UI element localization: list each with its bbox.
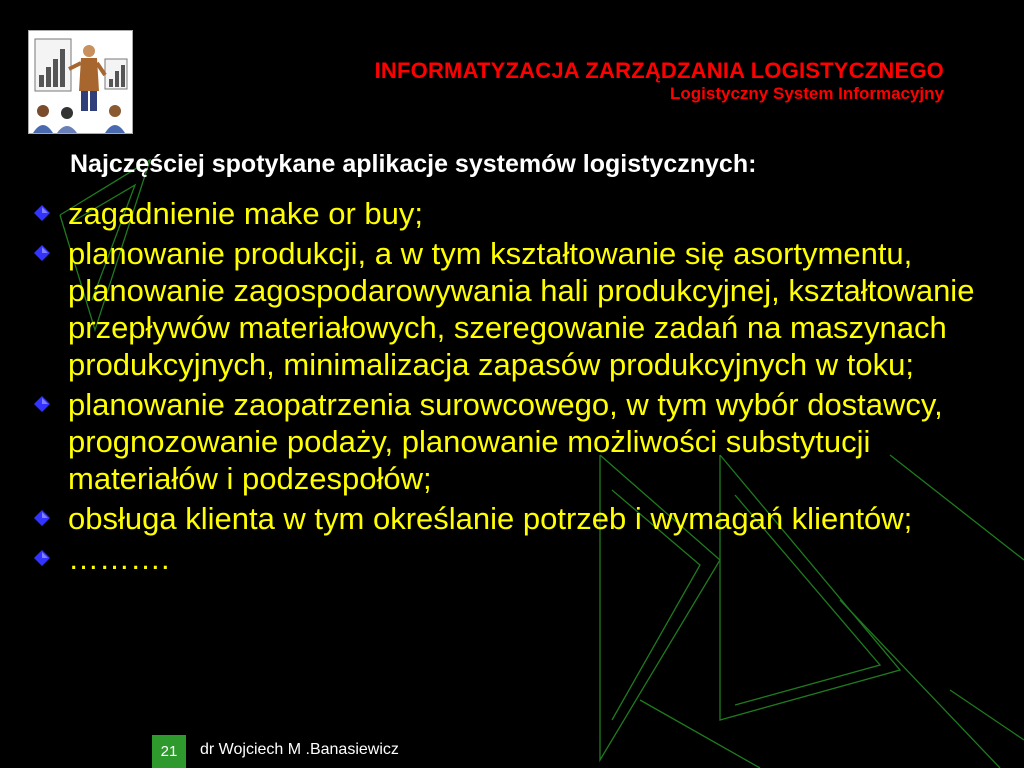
footer-author: dr Wojciech M .Banasiewicz <box>200 741 399 758</box>
diamond-bullet-icon <box>34 205 50 221</box>
bullet-text: zagadnienie make or buy; <box>68 196 424 231</box>
list-item <box>0 235 1024 383</box>
intro-heading <box>70 150 756 179</box>
list-item <box>0 500 1024 537</box>
bullet-list <box>0 195 1024 580</box>
bullet-text: obsługa klienta w tym określanie potrzeb i wymagań klientów; <box>68 501 913 536</box>
intro-text: Najczęściej spotykane aplikacje systemów logistycznych <box>70 150 749 178</box>
page-number-badge: 21 <box>152 735 186 768</box>
diamond-bullet-icon <box>34 550 50 566</box>
intro-colon: : <box>748 150 757 178</box>
header-title: INFORMATYZACJA ZARZĄDZANIA LOGISTYCZNEGO <box>374 58 944 83</box>
diamond-bullet-icon <box>34 245 50 261</box>
list-item <box>0 540 1024 577</box>
presenter-with-charts-icon <box>29 31 132 133</box>
presenter-logo <box>28 30 133 134</box>
bullet-text: planowanie produkcji, a w tym kształtowanie się asortymentu, planowanie zagospodarowywania hali produkcyjnej, kształtowanie przepływów materiałowych, szeregowanie zadań na maszynach produkcyjnych, minimalizacja zapasów produkcyjnych w toku; <box>68 236 975 382</box>
header-subtitle: Logistyczny System Informacyjny <box>670 84 944 103</box>
diamond-bullet-icon <box>34 396 50 412</box>
bullet-text: ………. <box>68 541 170 576</box>
bullet-text: planowanie zaopatrzenia surowcowego, w tym wybór dostawcy, prognozowanie podaży, planowanie możliwości substytucji materiałów i podzespołów; <box>68 387 943 496</box>
list-item <box>0 386 1024 497</box>
diamond-bullet-icon <box>34 510 50 526</box>
list-item <box>0 195 1024 232</box>
